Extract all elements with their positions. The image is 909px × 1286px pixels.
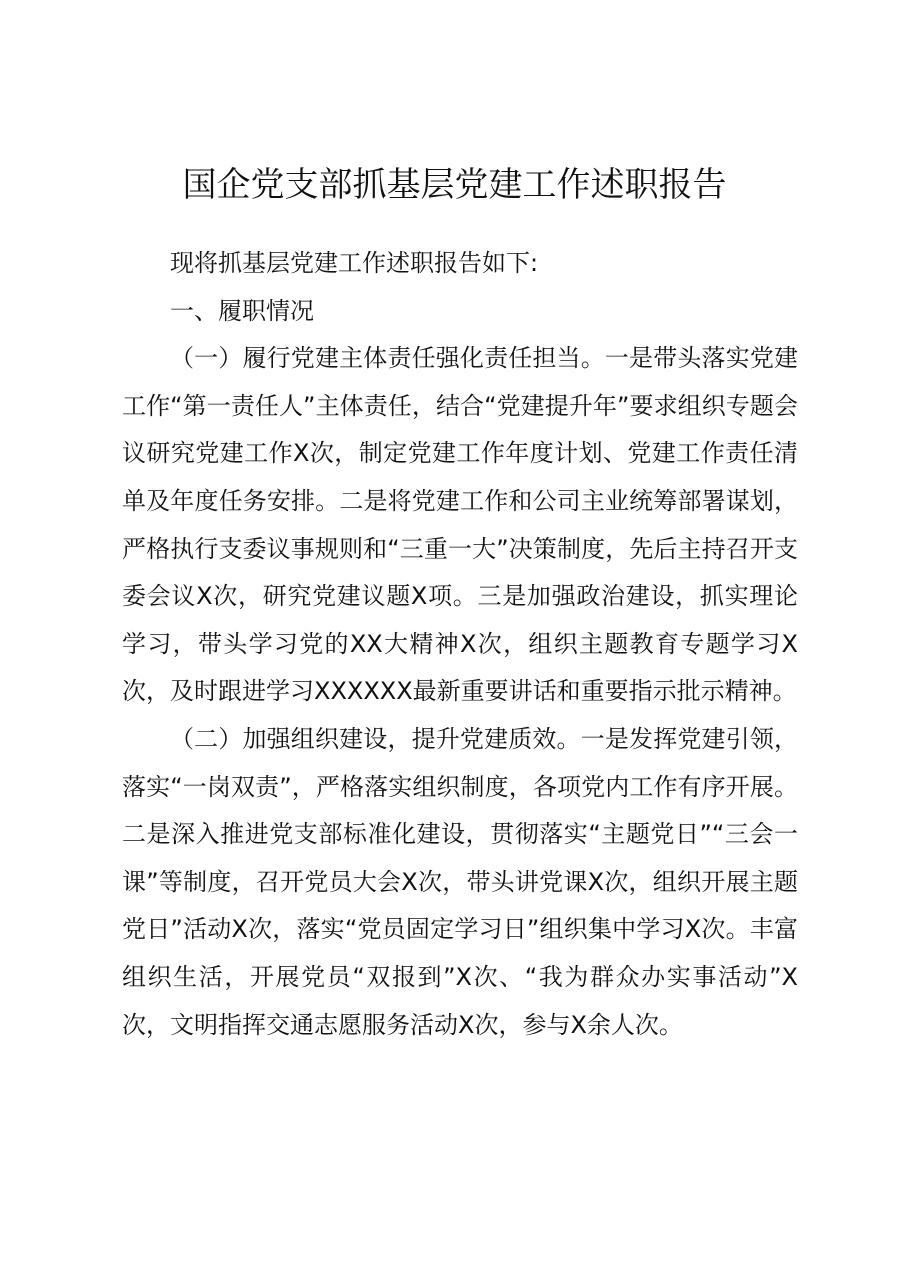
intro-paragraph: 现将抓基层党建工作述职报告如下:: [170, 249, 539, 277]
paragraph-organization: （二）加强组织建设，提升党建质效。一是发挥党建引领，落实“一岗双责”，严格落实组织制度，各项党内工作有序开展。二是深入推进党支部标准化建设，贯彻落实“主题党日”“三会一课”等制度，召开党员大会X次，带头讲党课X次，组织开展主题党日”活动X次，落实“党员固定学习日”组织集中学习X次。丰富组织生活，开展党员“双报到”X次、“我为群众办实事活动”X次，文明指挥交通志愿服务活动X次，参与X余人次。: [122, 724, 798, 1039]
paragraph-duty: （一）履行党建主体责任强化责任担当。一是带头落实党建工作“第一责任人”主体责任，结合“党建提升年”要求组织专题会议研究党建工作X次，制定党建工作年度计划、党建工作责任清单及年度任务安排。二是将党建工作和公司主业统筹部署谋划，严格执行支委议事规则和“三重一大”决策制度，先后主持召开支委会议X次，研究党建议题X项。三是加强政治建设，抓实理论学习，带头学习党的XX大精神X次，组织主题教育专题学习X次，及时跟进学习XXXXXX最新重要讲话和重要指示批示精神。: [122, 344, 798, 706]
section-heading: 一、履职情况: [170, 296, 314, 325]
document-body: [122, 240, 798, 1049]
document-title: 国企党支部抓基层党建工作述职报告: [182, 165, 727, 205]
